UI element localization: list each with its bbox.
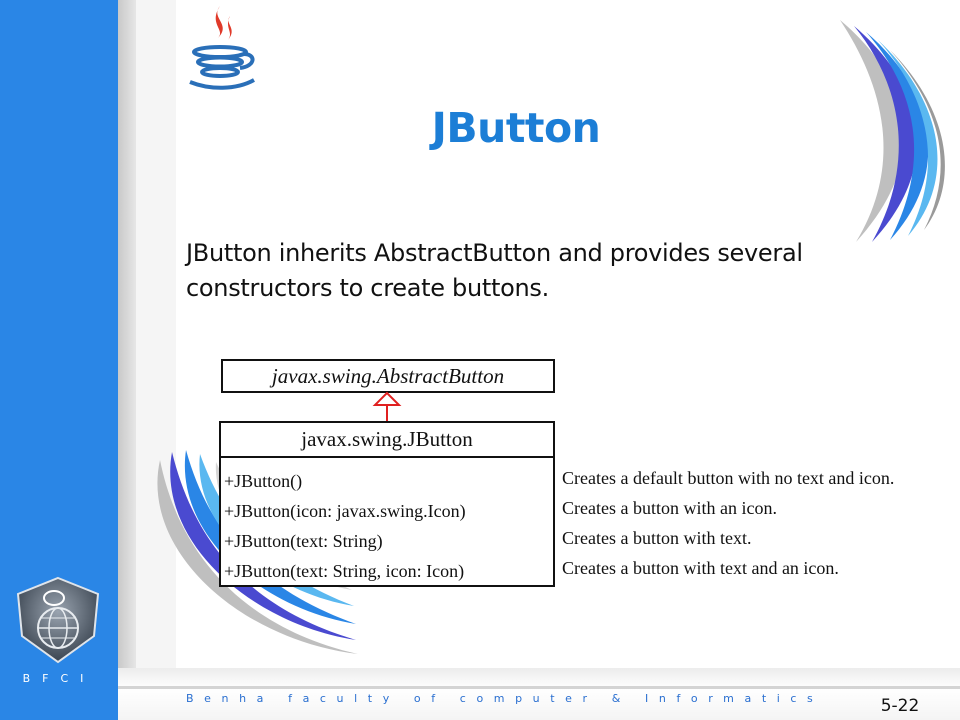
method-description: Creates a button with an icon.	[562, 498, 777, 518]
uml-method-list	[221, 458, 553, 586]
uml-method: +JButton()	[224, 471, 303, 491]
method-description: Creates a button with text.	[562, 528, 752, 548]
uml-method: +JButton(icon: javax.swing.Icon)	[224, 501, 466, 521]
footer-org-name: Benha faculty of computer & Informatics	[186, 692, 824, 705]
uml-class-name: javax.swing.JButton	[221, 423, 553, 458]
org-abbreviation: BFCI	[22, 672, 96, 685]
uml-parent-class-box: javax.swing.AbstractButton	[221, 359, 555, 393]
slide-body-text: JButton inherits AbstractButton and provides several constructors to create buttons.	[186, 239, 803, 302]
java-logo-icon	[180, 2, 264, 90]
uml-method: +JButton(text: String)	[224, 531, 383, 551]
method-description: Creates a button with text and an icon.	[562, 558, 839, 578]
footer-divider	[118, 686, 960, 689]
bfci-badge-icon	[14, 576, 102, 664]
uml-method: +JButton(text: String, icon: Icon)	[224, 561, 465, 581]
uml-class-box	[219, 421, 555, 587]
inheritance-arrow-icon	[372, 391, 402, 425]
page-number: 5-22	[880, 696, 920, 716]
method-descriptions	[562, 463, 952, 583]
slide-title: JButton	[431, 104, 601, 152]
method-description: Creates a default button with no text and icon.	[562, 468, 895, 488]
